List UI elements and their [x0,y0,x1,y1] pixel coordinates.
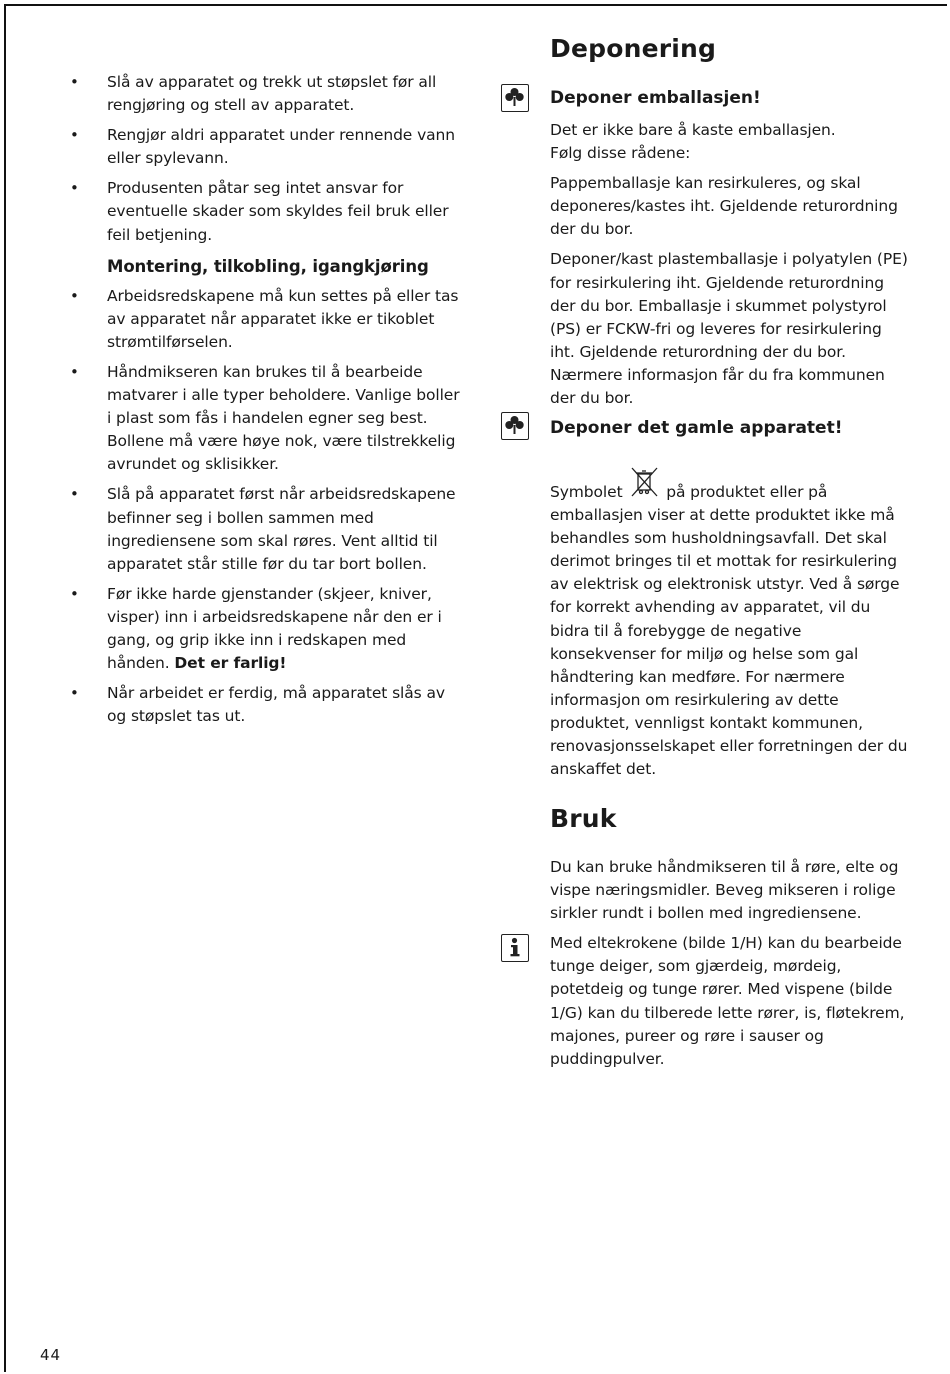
list-item-text: Før ikke harde gjenstander (skjeer, kniver, visper) inn i arbeidsredskapene når den er i gang, og grip ikke inn i redskapen med hånden. [107,584,442,673]
list-item [70,177,465,246]
bullet-dot: • [70,485,79,504]
list-item-text: Når arbeidet er ferdig, må apparatet slås av og støpslet tas ut. [107,684,445,726]
dispose-appliance-heading: Deponer det gamle apparatet! [550,418,843,438]
symbol-description: på produktet eller på emballasjen viser at dette produktet ikke må behandles som husholdningsavfall. Det skal derimot bringes til et mottak for resirkulering av elektrisk og elektronisk utstyr. Ved å sørge for korrekt avhending av apparatet, vil du bidra til å forebygge de negative konsekvenser for miljø og helse som gal håndtering kan medføre. For nærmere informasjon om resirkulering av dette produktet, vennligst kontakt kommunen, renovasjonsselskapet eller forretningen der du anskaffet det. [550,483,908,779]
paragraph: Pappemballasje kan resirkuleres, og skal deponeres/kastes iht. Gjeldende returordning der du bor. [550,174,898,239]
bruk-text [550,856,910,1078]
list-item-text: Rengjør aldri apparatet under rennende vann eller spylevann. [107,126,455,168]
intro-line: Det er ikke bare å kaste emballasjen. [550,121,836,139]
list-item [70,682,465,728]
info-icon [501,934,529,962]
bullet-dot: • [70,584,79,603]
list-item [70,285,465,354]
list-item [70,71,465,117]
paragraph: Deponer/kast plastemballasje i polyatylen (PE) for resirkulering iht. Gjeldende returordning der du bor. Emballasje i skummet polystyrol (PS) er FCKW-fri og leveres for resirkulering iht. Gjeldende returordning der du bor. Nærmere informasjon får du fra kommunen der du bor. [550,250,908,408]
list-item-text: Produsenten påtar seg intet ansvar for eventuelle skader som skyldes feil bruk eller feil betjening. [107,179,449,244]
list-item [70,483,465,575]
clover-icon [501,412,529,440]
intro-line: Følg disse rådene: [550,144,691,163]
bruk-heading: Bruk [550,804,617,833]
dispose-packaging-heading: Deponer emballasjen! [550,88,761,108]
deponering-heading: Deponering [550,34,717,63]
dispose-appliance-text [550,479,910,781]
list-item-text: Arbeidsredskapene må kun settes på eller tas av apparatet når apparatet ikke er tikoblet strømtilførselen. [107,286,459,351]
weee-bin-icon [627,479,661,499]
bullet-dot: • [70,684,79,703]
list-item-text: Håndmikseren kan brukes til å bearbeide matvarer i alle typer beholdere. Vanlige boller i plast som fås i handelen egner seg best. Bollene må være høye nok, være tilstrekkelig avrundet og sklisikker. [107,362,460,474]
dispose-packaging-text [550,119,910,417]
bullet-dot: • [70,73,79,91]
bullet-dot: • [70,179,79,198]
list-item [70,124,465,170]
symbol-prefix: Symbolet [550,483,623,501]
bullet-dot: • [70,126,79,145]
safety-instructions [70,71,465,735]
bullet-dot: • [70,362,79,381]
clover-icon [501,84,529,112]
danger-warning: Det er farlig! [174,654,287,673]
paragraph [550,119,910,165]
list-item [70,361,465,476]
page-number: 44 [40,1346,62,1364]
paragraph: Med eltekrokene (bilde 1/H) kan du bearbeide tunge deiger, som gjærdeig, mørdeig, potetdeig og tunge rører. Med vispene (bilde 1/G) kan du tilberede lette rører, is, fløtekrem, majones, pureer og røre i sauser og puddingpulver. [550,934,905,1068]
list-item-text: Slå på apparatet først når arbeidsredskapene befinner seg i bollen sammen med ingrediensene som skal røres. Vent alltid til apparatet står stille før du tar bort bollen. [107,485,456,573]
bullet-dot: • [70,286,79,305]
section-subheading: Montering, tilkobling, igangkjøring [107,256,429,276]
list-item [70,583,465,675]
paragraph: Du kan bruke håndmikseren til å røre, elte og vispe næringsmidler. Beveg mikseren i rolige sirkler rundt i bollen med ingrediensene. [550,858,899,923]
list-item-text: Slå av apparatet og trekk ut støpslet før all rengjøring og stell av apparatet. [107,73,437,115]
